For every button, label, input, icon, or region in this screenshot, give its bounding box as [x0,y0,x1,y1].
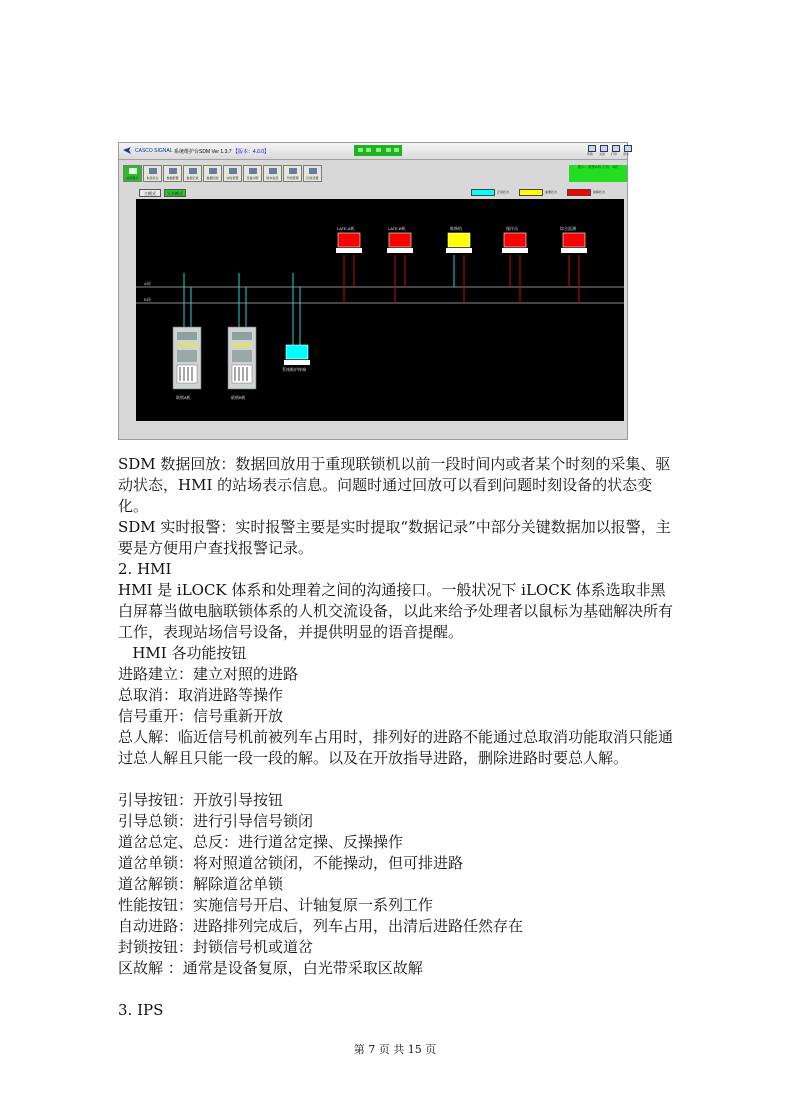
mode-redundant-button[interactable]: 冗余模式 [164,189,186,197]
screenshot-title: 系统维护台SDM Ver 1.3.7 【版本：4.0.0】 [174,149,270,155]
tool-system-status[interactable]: 系统状态 [143,165,162,182]
device-sdm-terminal-label: 系统维护终端 [282,367,306,372]
network-diagram [136,199,624,421]
item-auto-route: 自动进路：进路排列完成后，列车占用，出清后进路任然存在 [118,917,524,935]
legend-fault-label: 故障状态 [593,190,606,194]
subheading-hmi-buttons: HMI 各功能按钮 [118,644,247,662]
legend-normal-label: 正常状态 [497,190,510,194]
device-late-a-label: LATE-A机 [337,226,355,231]
item-switch-total: 道岔总定、总反：进行道岔定操、反操操作 [118,833,404,851]
device-operator [502,225,528,253]
tool-realtime-alarm[interactable]: 实时报警 [223,165,242,182]
device-monitoring [560,225,587,253]
status-panel: 提示：联锁A机 主机：A机 [569,165,627,182]
mode-main-button[interactable]: 主模式 [139,189,161,197]
item-switch-single-lock: 道岔单锁：将对照道岔锁闭，不能操动，但可排进路 [118,854,464,872]
tool-upgrade-manage[interactable]: 升级管理 [283,165,302,182]
device-interlock-a-label: 联锁A机 [176,395,191,400]
item-block-button: 封锁按钮：封锁信号机或道岔 [118,938,314,956]
legend-fault-swatch [567,189,591,196]
diagnosis-icon [249,168,257,174]
config-icon [169,168,177,174]
legend-important-label: 重要状态 [545,190,558,194]
heading-ips: 3. IPS [118,1001,164,1019]
tool-data-record[interactable]: 数据记录 [183,165,202,182]
device-sdm-terminal [282,345,310,372]
item-total-manual-release: 总人解：临近信号机前被列车占用时，排列好的进路不能通过总取消功能取消只能通过总人解且只能一段一段的解。以及在开放指导进路，删除进路时要总人解。 [118,728,674,767]
playback-icon [209,168,217,174]
bus-b-label: B网 [144,297,151,302]
record-icon [189,168,197,174]
sdm-screenshot [118,142,628,440]
sdm-toolbar [123,165,323,182]
device-operator-label: 操作员 [506,226,518,231]
tool-playback-settings[interactable]: 回放设置 [303,165,322,182]
device-maintenance [446,225,472,253]
tool-version-info[interactable]: 版本信息 [263,165,282,182]
tool-parameter-config[interactable]: 参数配置 [163,165,182,182]
status-led-display [354,145,402,156]
screenshot-company: CASCO SIGNAL [135,148,173,154]
item-switch-unlock: 道岔解锁：解除道岔单锁 [118,875,284,893]
tool-data-playback[interactable]: 数据回放 [203,165,222,182]
legend-important-swatch [519,189,543,196]
item-section-fault-release: 区故解 ：通常是设备复原，白光带采取区故解 [118,959,423,977]
heading-hmi: 2. HMI [118,560,172,578]
legend-normal-swatch [471,189,495,196]
close-icon[interactable]: 关闭 [599,145,609,157]
paragraph-hmi-intro: HMI 是 iLOCK 体系和处理着之间的沟通接口。一般状况下 iLOCK 体系选取非黑白屏幕当做电脑联锁体系的人机交流设备，以此来给予处理者以鼠标为基础解决所有工作，表现站场信号设备，并提供明显的语音提醒。 [118,581,674,641]
device-monitoring-label: 综合监测 [560,226,576,231]
casco-logo-icon [122,146,132,155]
print-icon[interactable]: 打印 [611,145,621,157]
device-maintenance-label: 维修机 [450,226,462,231]
item-total-cancel: 总取消：取消进路等操作 [118,686,284,704]
item-signal-reopen: 信号重开：信号重新开放 [118,707,284,725]
device-late-b [387,225,413,253]
device-interlock-b [228,327,256,400]
screenshot-titlebar [119,143,630,160]
paragraph-sdm-playback: SDM 数据回放：数据回放用于重现联锁机以前一段时间内或者某个时刻的采集、驱动状态，HMI 的站场表示信息。问题时通过回放可以看到问题时刻设备的状态变化。 [118,455,671,515]
item-guide-button: 引导按钮：开放引导按钮 [118,791,284,809]
device-late-a [336,225,362,253]
item-function-button: 性能按钮：实施信号开启、计轴复原一系列工作 [118,896,434,914]
tool-device-diagnosis[interactable]: 设备诊断 [243,165,262,182]
paragraph-sdm-alarm: SDM 实时报警：实时报警主要是实时提取“数据记录”中部分关键数据加以报警，主要是方便用户查找报警记录。 [118,518,671,557]
tool-station-view[interactable]: 站场显示 [123,165,142,182]
item-route-build: 进路建立：建立对照的进路 [118,665,299,683]
station-icon [129,168,137,174]
upgrade-icon [289,168,297,174]
page-footer: 第 7 页 共 15 页 [353,1043,437,1056]
status-icon [149,168,157,174]
item-guide-total-lock: 引导总锁：进行引导信号锁闭 [118,812,314,830]
bus-a-label: A网 [144,281,151,286]
device-interlock-a [173,327,201,400]
alarm-icon [229,168,237,174]
exit-icon[interactable]: 退出 [623,145,633,157]
network-topology-canvas [136,199,624,421]
help-icon[interactable]: 帮助 [587,145,597,157]
version-icon [269,168,277,174]
device-late-b-label: LATE-B机 [388,226,406,231]
settings-icon [309,168,317,174]
device-interlock-b-label: 联锁B机 [231,395,246,400]
